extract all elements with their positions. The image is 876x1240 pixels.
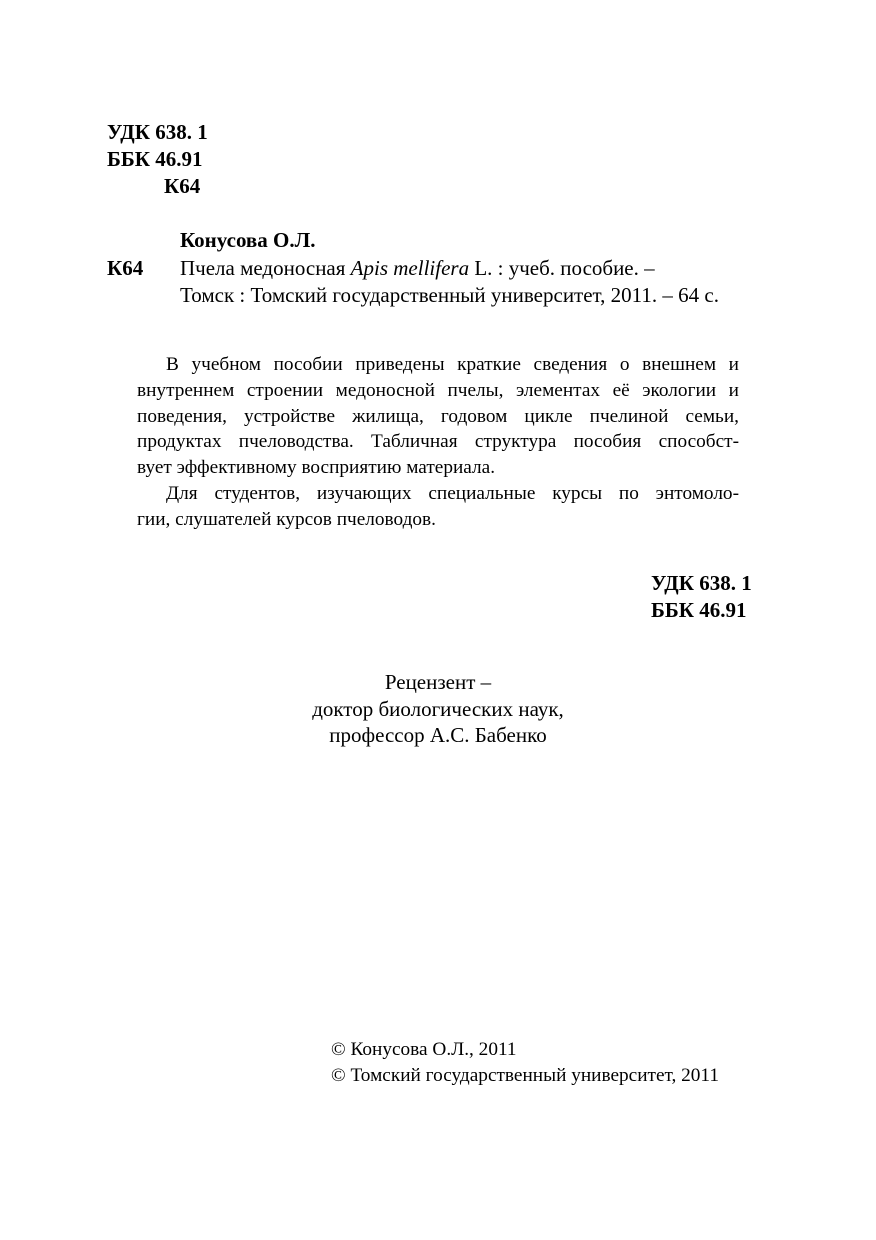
latin-species-name: Apis mellifera — [350, 256, 470, 280]
bbk-code-top: ББК 46.91 — [107, 147, 203, 171]
reviewer-block — [200, 669, 676, 749]
copyright-author: © Конусова О.Л., 2011 — [331, 1039, 517, 1060]
annotation-line: поведения, устройстве жилища, годовом цикле пчелиной семьи, — [137, 405, 739, 427]
imprint-line: Томск : Томский государственный университет, 2011. – 64 с. — [180, 283, 719, 307]
book-title-line — [180, 254, 655, 282]
reviewer-heading: Рецензент – — [384, 670, 492, 694]
reviewer-degree: доктор биологических наук, — [312, 696, 564, 721]
author-mark: К64 — [107, 256, 144, 280]
author-name: Конусова О.Л. — [180, 228, 316, 252]
annotation-line: вует эффективному восприятию материала. — [137, 457, 496, 479]
annotation-line: внутреннем строении медоносной пчелы, элементах её экологии и — [137, 379, 739, 401]
annotation-line: Для студентов, изучающих специальные курсы по энтомоло- — [166, 482, 739, 504]
bbk-code-bottom: ББК 46.91 — [651, 598, 747, 622]
reviewer-name: профессор А.С. Бабенко — [329, 723, 547, 747]
udk-code-bottom: УДК 638. 1 — [651, 571, 752, 595]
annotation-line: продуктах пчеловодства. Табличная структура пособия способст- — [137, 431, 739, 453]
annotation — [137, 352, 739, 533]
annotation-line: гии, слушателей курсов пчеловодов. — [137, 508, 436, 530]
udk-code-top: УДК 638. 1 — [107, 120, 208, 144]
title-suffix: L. : учеб. пособие. – — [469, 256, 655, 280]
copyright-block — [331, 1037, 719, 1089]
title-prefix: Пчела медоносная — [180, 256, 351, 280]
annotation-line: В учебном пособии приведены краткие сведения о внешнем и — [166, 354, 739, 375]
author-mark-top: К64 — [164, 174, 201, 198]
copyright-publisher: © Томский государственный университет, 2011 — [331, 1065, 719, 1086]
